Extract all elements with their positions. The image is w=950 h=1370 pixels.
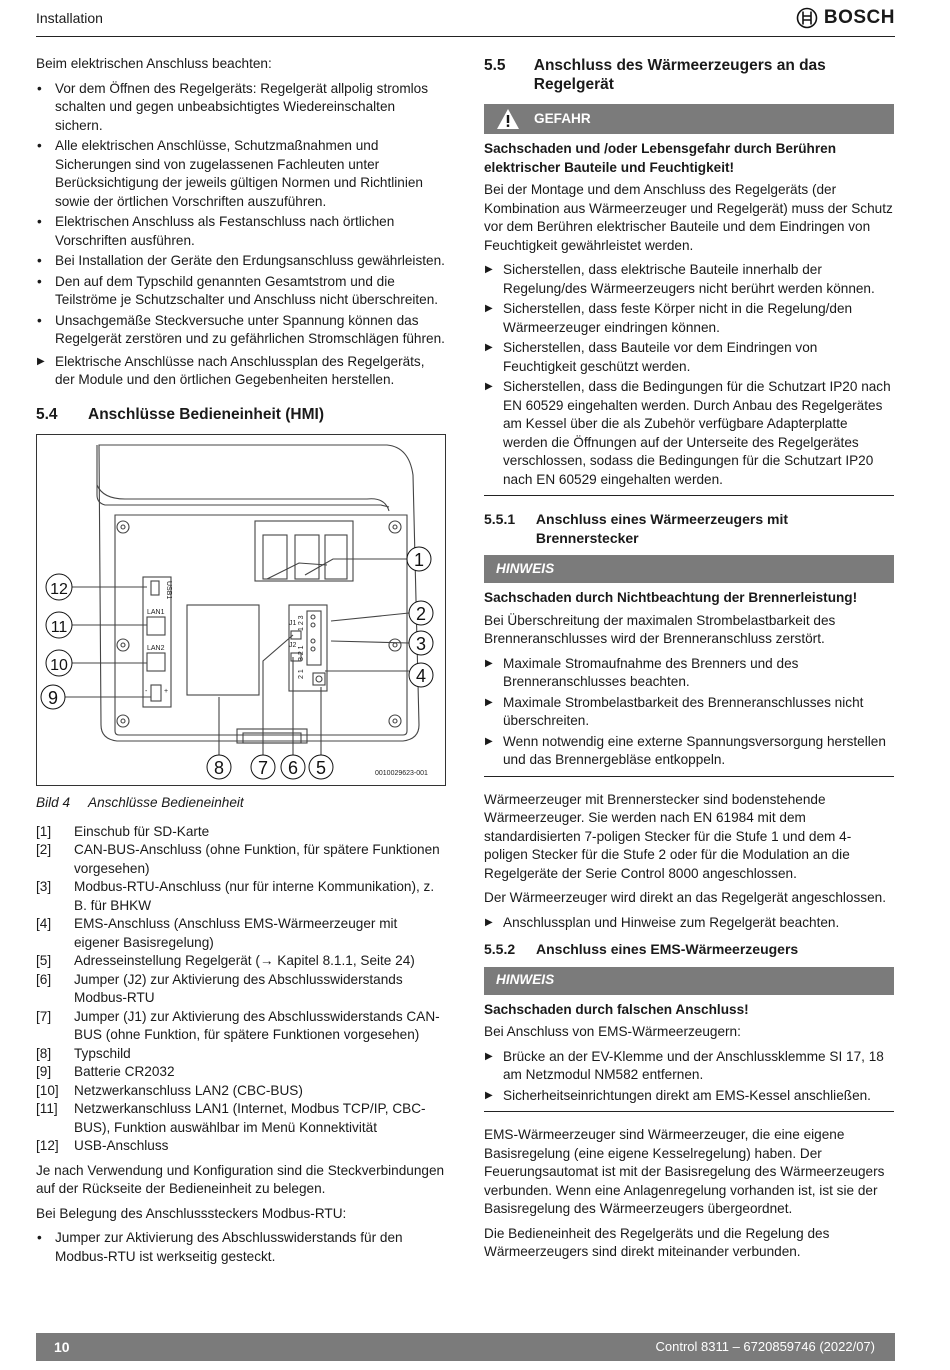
legend-row: [5] Adresseinstellung Regelgerät (→ Kapitel 8.1.1, Seite 24) xyxy=(36,953,415,968)
section-heading-5-5-1 xyxy=(484,510,894,547)
lan2-label: LAN2 xyxy=(147,645,165,652)
section-title: Anschluss eines Wärmeerzeugers mit Brennerstecker xyxy=(535,511,789,546)
usb-label: USB1 xyxy=(165,581,172,600)
action-item: ▶ Sicherstellen, dass Bauteile vor dem Eindringen von Feuchtigkeit geschützt werden. xyxy=(484,339,894,376)
page-footer xyxy=(36,1333,895,1361)
callout-10 xyxy=(46,650,72,676)
paragraph: Die Bedieneinheit des Regelgeräts und die Regelung des Wärmeerzeugers sind direkt miteinander verbunden. xyxy=(484,1225,830,1259)
section-heading-5-4 xyxy=(36,406,446,425)
right-column xyxy=(484,55,894,1268)
header-rule xyxy=(36,36,895,37)
figure-legend xyxy=(36,823,446,1156)
lan1-label: LAN1 xyxy=(147,609,165,616)
legend-row: [2] CAN-BUS-Anschluss (ohne Funktion, für spätere Funktionen vorgesehen) xyxy=(36,842,440,876)
list-item: • Den auf dem Typschild genannten Gesamtstrom und die Teilströme je Schutzschalter und Anschluss nicht überschreiten. xyxy=(36,273,446,310)
list-item: • Elektrischen Anschluss als Festanschluss nach örtlichen Vorschriften ausführen. xyxy=(36,213,446,250)
hmi-connection-figure xyxy=(36,434,446,786)
pins-top-label: 1 2 3 xyxy=(298,615,305,631)
page-number: 10 xyxy=(54,1338,70,1355)
section-number: 5.4 xyxy=(36,405,58,423)
action-item: ▶ Sicherstellen, dass die Bedingungen für die Schutzart IP20 nach EN 60529 eingehalten werden. Durch Anbau des Regelgerätes am Kessel über die als Zubehör verfügbare Adapterplatte werden die Öffnungen auf der Unterseite des Regelgerätes verschlossen, sodass die Bedingungen für die Schutzart IP20 nach EN 60529 eingehalten werden. xyxy=(484,378,894,489)
note-banner: HINWEIS xyxy=(484,967,894,995)
action-item: ▶ Sicherheitseinrichtungen direkt am EMS-Kessel anschließen. xyxy=(484,1087,894,1106)
legend-row: [1] Einschub für SD-Karte xyxy=(36,823,210,839)
j2-label: J2 xyxy=(289,642,297,649)
left-column xyxy=(36,55,446,1270)
section-title: Anschlüsse Bedieneinheit (HMI) xyxy=(88,405,324,423)
paragraph: EMS-Wärmeerzeuger sind Wärmeerzeuger, die eine eigene Basisregelung (eine eigene Kesselregelung) haben. Der Feuerungsautomat ist mit der Basisregelung des Wärmeerzeugers verbunden. Wenn eine Anlagenregelung vorhanden ist, ist sie der Basisregelung des Wärmeerzeugers übergeordnet. xyxy=(484,1127,885,1216)
legend-row: [7] Jumper (J1) zur Aktivierung des Abschlusswiderstands CAN-BUS (ohne Funktion, für spätere Funktionen vorgesehen) xyxy=(36,1008,440,1042)
section-heading-5-5 xyxy=(484,57,894,94)
action-list xyxy=(36,353,446,390)
action-item: ▶ Maximale Stromaufnahme des Brenners und des Brenneranschlusses beachten. xyxy=(484,655,894,692)
note-headline: Sachschaden durch Nichtbeachtung der Brennerleistung! xyxy=(484,590,858,605)
pins-mid-label: 3 2 1 xyxy=(298,645,305,661)
brand-name: BOSCH xyxy=(823,6,895,28)
danger-actions xyxy=(484,261,894,489)
j1-label: J1 xyxy=(289,620,297,627)
svg-text:1: 1 xyxy=(413,550,425,570)
section-number: 5.5.2 xyxy=(484,941,516,957)
action-item: ▶ Wenn notwendig eine externe Spannungsversorgung herstellen und das Brennergebläse entkoppeln. xyxy=(484,733,894,770)
minus-label: - xyxy=(145,688,148,695)
note-headline: Sachschaden durch falschen Anschluss! xyxy=(484,1001,749,1017)
divider xyxy=(484,495,894,496)
legend-row: [10] Netzwerkanschluss LAN2 (CBC-BUS) xyxy=(36,1082,303,1098)
action-item: ▶ Sicherstellen, dass elektrische Bauteile innerhalb der Regelung/des Wärmeerzeugers nicht berührt werden können. xyxy=(484,261,894,298)
brand-logo xyxy=(796,7,895,29)
legend-row: [4] EMS-Anschluss (Anschluss EMS-Wärmeerzeuger mit eigener Basisregelung) xyxy=(36,916,398,950)
svg-text:3: 3 xyxy=(415,634,427,654)
callout-6 xyxy=(281,755,305,779)
action-item: ▶ Maximale Strombelastbarkeit des Brenneranschlusses nicht überschreiten. xyxy=(484,694,894,731)
callout-8 xyxy=(207,755,231,779)
list-item: • Bei Installation der Geräte den Erdungsanschluss gewährleisten. xyxy=(36,252,446,271)
intro-text: Beim elektrischen Anschluss beachten: xyxy=(36,56,272,71)
paragraph: Bei Anschluss von EMS-Wärmeerzeugern: xyxy=(484,1024,741,1039)
figure-caption xyxy=(36,794,446,813)
svg-text:4: 4 xyxy=(415,666,427,686)
paragraph: Bei Belegung des Anschlusssteckers Modbus-RTU: xyxy=(36,1205,347,1221)
callout-9 xyxy=(41,685,65,709)
list-item: • Alle elektrischen Anschlüsse, Schutzmaßnahmen und Sicherungen sind von zugelassenen Fachleuten unter Berücksichtigung der jeweils gültigen Normen und Richtlinien sowie der örtlichen Vorschriften auszuführen. xyxy=(36,137,446,211)
note-actions xyxy=(484,655,894,770)
paragraph: Der Wärmeerzeuger wird direkt an das Regelgerät angeschlossen. xyxy=(484,890,886,905)
action-list xyxy=(484,914,894,933)
note-banner: HINWEIS xyxy=(484,555,894,583)
svg-text:6: 6 xyxy=(287,758,299,778)
svg-text:10: 10 xyxy=(50,657,68,674)
callout-4 xyxy=(409,663,433,687)
document-id: Control 8311 – 6720859746 (2022/07) xyxy=(655,1338,875,1354)
legend-row: [12] USB-Anschluss xyxy=(36,1138,169,1153)
list-item: • Jumper zur Aktivierung des Abschlusswiderstands für den Modbus-RTU ist werkseitig gesteckt. xyxy=(36,1229,446,1266)
callout-2 xyxy=(409,601,433,625)
svg-text:11: 11 xyxy=(50,619,68,636)
paragraph: Bei Überschreitung der maximalen Strombelastbarkeit des Brenneranschlusses wird der Brenneranschluss zerstört. xyxy=(484,612,836,646)
callout-7 xyxy=(251,755,275,779)
legend-row: [3] Modbus-RTU-Anschluss (nur für interne Kommunikation), z. B. für BHKW xyxy=(36,879,435,913)
svg-text:5: 5 xyxy=(315,758,327,778)
svg-text:8: 8 xyxy=(213,758,225,778)
callout-12 xyxy=(46,574,72,600)
svg-text:7: 7 xyxy=(257,758,269,778)
section-heading-5-5-2 xyxy=(484,940,894,959)
danger-headline: Sachschaden und /oder Lebensgefahr durch Berühren elektrischer Bauteile und Feuchtigkeit! xyxy=(484,141,836,175)
list-item: • Vor dem Öffnen des Regelgeräts: Regelgerät allpolig stromlos schalten und gegen unbeabsichtigtes Wiedereinschalten sichern. xyxy=(36,80,446,136)
note-actions xyxy=(484,1048,894,1106)
paragraph: Je nach Verwendung und Konfiguration sind die Steckverbindungen auf der Rückseite der Bedieneinheit zu belegen. xyxy=(36,1162,445,1196)
legend-row: [11] Netzwerkanschluss LAN1 (Internet, Modbus TCP/IP, CBC-BUS), Funktion auswählbar im Menü Konnektivität xyxy=(36,1101,426,1135)
callout-11 xyxy=(46,612,72,638)
action-item: ▶ Anschlussplan und Hinweise zum Regelgerät beachten. xyxy=(484,914,894,933)
action-item: ▶ Sicherstellen, dass feste Körper nicht in die Regelung/den Wärmeerzeuger eindringen können. xyxy=(484,300,894,337)
list-item: • Unsachgemäße Steckversuche unter Spannung können das Regelgerät zerstören und zu gefährlichen Stromschlägen führen. xyxy=(36,312,446,349)
svg-text:9: 9 xyxy=(47,688,59,708)
legend-row: [6] Jumper (J2) zur Aktivierung des Abschlusswiderstands Modbus-RTU xyxy=(36,971,403,1005)
action-item: ▶ Brücke an der EV-Klemme und der Anschlussklemme SI 17, 18 am Netzmodul NM582 entfernen. xyxy=(484,1048,894,1085)
paragraph: Wärmeerzeuger mit Brennerstecker sind bodenstehende Wärmeerzeuger. Sie werden nach EN 61984 mit dem standardisierten 7-poligen Stecker für die Stufe 1 und dem 4-poligen Stecker für die Stufe 2 oder für die Modulation an die Regelgeräte der Serie Control 8000 angeschlossen. xyxy=(484,791,852,881)
section-title: Anschluss eines EMS-Wärmeerzeugers xyxy=(536,941,799,957)
hmi-diagram xyxy=(37,435,445,785)
paragraph: Bei der Montage und dem Anschluss des Regelgeräts (der Kombination aus Wärmeerzeuger und Regelgerät) muss der Schutz vor dem Berühren elektrischer Bauteile und dem Eindringen von Feuchtigkeit gewährleistet werden. xyxy=(484,182,893,253)
action-item: ▶ Elektrische Anschlüsse nach Anschlussplan des Regelgeräts, der Module und den örtlichen Gegebenheiten herstellen. xyxy=(36,353,446,390)
divider xyxy=(484,776,894,777)
svg-text:12: 12 xyxy=(50,581,68,598)
legend-row: [8] Typschild xyxy=(36,1045,131,1061)
bosch-armature-icon xyxy=(796,7,818,29)
section-title: Anschluss des Wärmeerzeugers an das Regelgerät xyxy=(533,57,826,93)
section-number: 5.5.1 xyxy=(484,511,516,527)
plus-label: + xyxy=(164,688,169,695)
legend-row: [9] Batterie CR2032 xyxy=(36,1064,175,1079)
pins-bot-label: 2 1 xyxy=(298,669,305,679)
divider xyxy=(484,1111,894,1112)
callout-1 xyxy=(407,547,431,571)
callout-5 xyxy=(309,755,333,779)
callout-3 xyxy=(409,631,433,655)
warning-triangle-icon xyxy=(496,108,520,130)
header-section: Installation xyxy=(36,10,103,26)
danger-banner xyxy=(484,104,894,134)
svg-text:2: 2 xyxy=(415,604,427,624)
figure-code: 0010029623-001 xyxy=(375,770,428,777)
electrical-bullets xyxy=(36,80,446,349)
figure-title: Anschlüsse Bedieneinheit xyxy=(88,795,244,810)
figure-number: Bild 4 xyxy=(36,795,71,810)
danger-label: GEFAHR xyxy=(534,110,591,126)
section-number: 5.5 xyxy=(484,57,506,74)
modbus-bullets xyxy=(36,1229,446,1266)
